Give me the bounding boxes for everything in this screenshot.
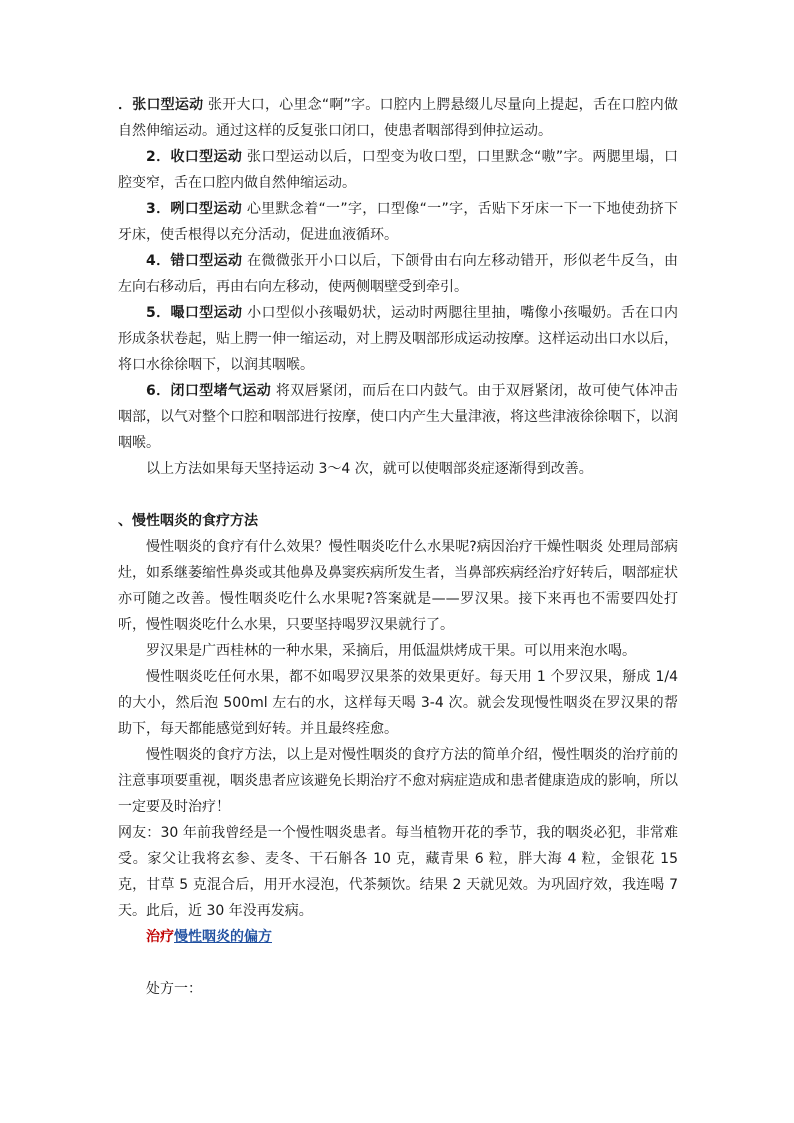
paragraph: 慢性咽炎吃任何水果，都不如喝罗汉果茶的效果更好。每天用 1 个罗汉果，掰成 1/4 的大小，然后泡 500ml 左右的水，这样每天喝 3-4 次。就会发现慢性咽炎在罗汉果的帮助下，每天都能感觉到好转。并且最终痊愈。 — [118, 669, 678, 737]
exercise-title: 6．闭口型堵气运动 — [146, 383, 272, 399]
exercise-4 — [118, 248, 678, 300]
exercise-text: 在微微张开小口以后，下颌骨由右向左移动错开，形似老牛反刍，由左向右移动后，再由右向左移动，使两侧咽壁受到牵引。 — [118, 253, 678, 295]
remedy-link[interactable]: 慢性咽炎的偏方 — [174, 929, 272, 945]
paragraph: 罗汉果是广西桂林的一种水果，采摘后，用低温烘烤成干果。可以用来泡水喝。 — [146, 643, 636, 659]
exercise-title: 5．嘬口型运动 — [146, 305, 243, 321]
exercise-2 — [118, 144, 678, 196]
exercise-title: 4．错口型运动 — [146, 253, 243, 269]
paragraph: 慢性咽炎的食疗有什么效果？慢性咽炎吃什么水果呢?病因治疗干燥性咽炎 处理局部病灶，如系继萎缩性鼻炎或其他鼻及鼻窦疾病所发生者，当鼻部疾病经治疗好转后，咽部症状亦可随之改善。慢性咽炎吃什么水果呢?答案就是——罗汉果。接下来再也不需要四处打听，慢性咽炎吃什么水果，只要坚持喝罗汉果就行了。 — [118, 539, 678, 633]
section-heading: 、慢性咽炎的食疗方法 — [118, 513, 258, 529]
exercise-text: 张开大口，心里念“啊”字。口腔内上腭悬缀儿尽量向上提起，舌在口腔内做自然伸缩运动。通过这样的反复张口闭口，使患者咽部得到伸拉运动。 — [118, 97, 678, 139]
summary-paragraph: 以上方法如果每天坚持运动 3～4 次，就可以使咽部炎症逐渐得到改善。 — [146, 461, 593, 477]
exercise-title: ．张口型运动 — [118, 97, 204, 113]
exercise-text: 小口型似小孩嘬奶状，运动时两腮往里抽，嘴像小孩嘬奶。舌在口内形成条状卷起，贴上腭一伸一缩运动，对上腭及咽部形成运动按摩。这样运动出口水以后，将口水徐徐咽下，以润其咽喉。 — [118, 305, 678, 373]
exercise-6 — [118, 378, 678, 456]
paragraph: 慢性咽炎的食疗方法，以上是对慢性咽炎的食疗方法的简单介绍，慢性咽炎的治疗前的注意事项要重视，咽炎患者应该避免长期治疗不愈对病症造成和患者健康造成的影响，所以一定要及时治疗！ — [118, 747, 678, 815]
spacer — [118, 482, 678, 508]
exercise-text: 心里默念着“一”字，口型像“一”字，舌贴下牙床一下一下地使劲挤下牙床，使舌根得以充分活动，促进血液循环。 — [118, 201, 678, 243]
exercise-3 — [118, 196, 678, 248]
link-prefix: 治疗 — [146, 929, 174, 945]
document-body — [118, 92, 678, 1002]
exercise-title: 3．咧口型运动 — [146, 201, 243, 217]
exercise-text: 将双唇紧闭，而后在口内鼓气。由于双唇紧闭，故可使气体冲击咽部，以气对整个口腔和咽部进行按摩，使口内产生大量津液，将这些津液徐徐咽下，以润咽喉。 — [118, 383, 678, 451]
exercise-text: 张口型运动以后，口型变为收口型，口里默念“嗷”字。两腮里塌，口腔变窄，舌在口腔内做自然伸缩运动。 — [118, 149, 678, 191]
prescription-label: 处方一： — [146, 981, 202, 997]
exercise-5 — [118, 300, 678, 378]
exercise-title: 2．收口型运动 — [146, 149, 243, 165]
exercise-1 — [118, 92, 678, 144]
netizen-paragraph: 网友：30 年前我曾经是一个慢性咽炎患者。每当植物开花的季节，我的咽炎必犯，非常难受。家父让我将玄参、麦冬、干石斛各 10 克，藏青果 6 粒，胖大海 4 粒，金银花 15 克，甘草 5 克混合后，用开水浸泡，代茶频饮。结果 2 天就见效。为巩固疗效，我连喝 7 天。此后，近 30 年没再发病。 — [118, 825, 678, 919]
remedy-link-line — [118, 924, 678, 950]
